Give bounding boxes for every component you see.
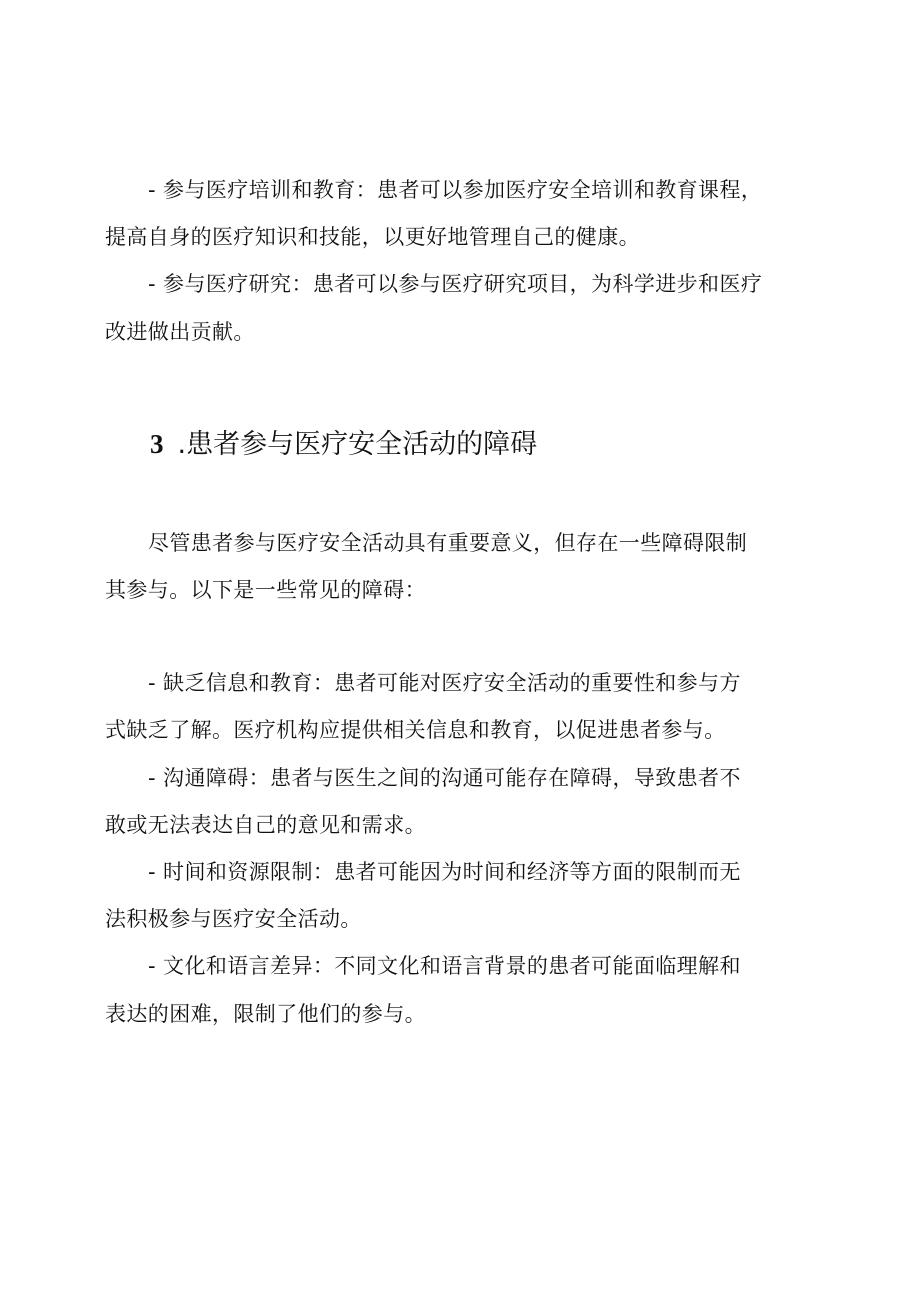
engagement-item-research-line1: - 参与医疗研究：患者可以参与医疗研究项目，为科学进步和医疗: [148, 272, 763, 296]
intro-line2: 其参与。以下是一些常见的障碍：: [105, 578, 426, 602]
barrier-communication-line1: - 沟通障碍：患者与医生之间的沟通可能存在障碍，导致患者不: [148, 766, 741, 790]
barrier-info-line1: - 缺乏信息和教育：患者可能对医疗安全活动的重要性和参与方: [148, 671, 741, 695]
engagement-item-training-line2: 提高自身的医疗知识和技能，以更好地管理自己的健康。: [105, 225, 640, 249]
barrier-time-resource-line2: 法积极参与医疗安全活动。: [105, 907, 362, 931]
intro-line1: 尽管患者参与医疗安全活动具有重要意义，但存在一些障碍限制: [148, 531, 748, 555]
barrier-time-resource-line1: - 时间和资源限制：患者可能因为时间和经济等方面的限制而无: [148, 860, 741, 884]
section-number: 3: [150, 429, 164, 459]
engagement-item-training-line1: - 参与医疗培训和教育：患者可以参加医疗安全培训和教育课程，: [148, 178, 763, 202]
engagement-item-research-line2: 改进做出贡献。: [105, 320, 255, 344]
barrier-culture-language-line2: 表达的困难，限制了他们的参与。: [105, 1002, 426, 1026]
barrier-info-line2: 式缺乏了解。医疗机构应提供相关信息和教育，以促进患者参与。: [105, 718, 726, 742]
barrier-culture-language-line1: - 文化和语言差异：不同文化和语言背景的患者可能面临理解和: [148, 954, 741, 978]
barrier-communication-line2: 敢或无法表达自己的意见和需求。: [105, 813, 426, 837]
section-title: .患者参与医疗安全活动的障碍: [177, 429, 538, 460]
section-heading: [150, 426, 537, 463]
